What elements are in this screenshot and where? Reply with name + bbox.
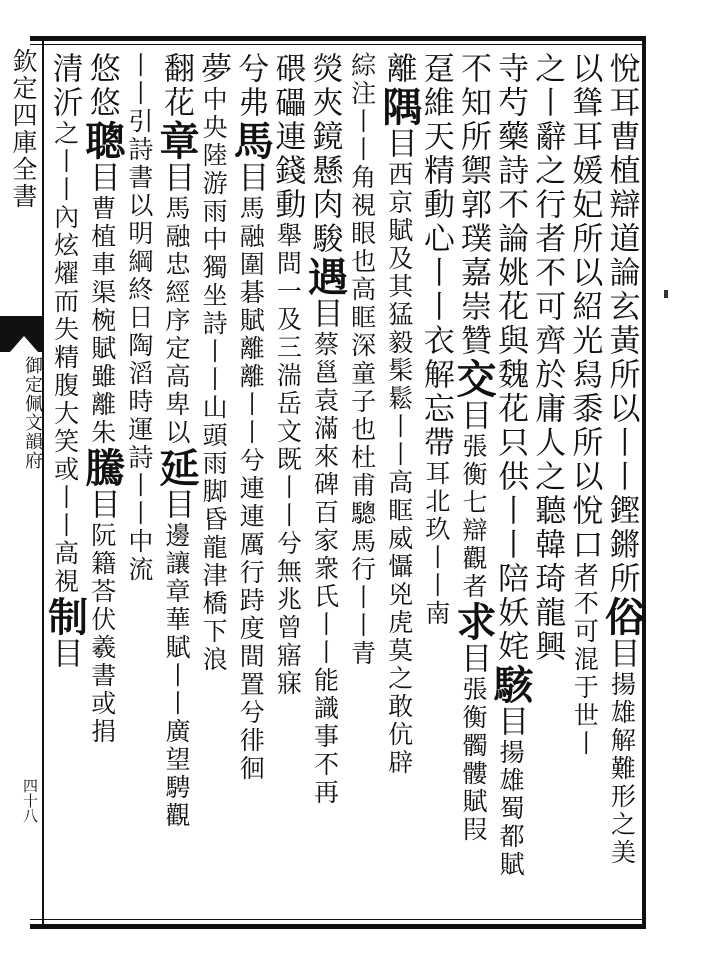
book-title: 御定佩文韻府 bbox=[22, 356, 43, 470]
text-run: 丨丨引詩書以明綱 bbox=[124, 52, 154, 276]
text-run: 寺芍藥詩不論姚花與魏花只供丨丨陪妖姹 bbox=[492, 52, 529, 664]
text-run: 翻花 bbox=[157, 52, 194, 120]
headword: 馬 bbox=[227, 120, 275, 161]
text-run: 目 bbox=[454, 642, 491, 676]
text-run: 之丨丨內炫燿而失精 bbox=[50, 120, 80, 372]
collection-title: 欽定四庫全書 bbox=[9, 48, 38, 210]
text-run: 揚雄蜀都賦 bbox=[496, 739, 526, 879]
headword: 交 bbox=[449, 358, 497, 399]
text-run: 目 bbox=[232, 161, 269, 195]
text-run: 綜注丨丨角視眼也高眶深童子也杜甫驄馬行丨丨青 bbox=[347, 52, 377, 668]
text-run: 目 bbox=[306, 297, 343, 331]
text-run: 目 bbox=[46, 637, 83, 671]
text-run: 目 bbox=[83, 161, 120, 195]
text-run: 揚雄解難形之美 bbox=[607, 671, 637, 867]
text-run: 西京賦及其猛毅髤鬆丨丨高眶威懾兇虎莫之敢伉辟 bbox=[384, 161, 414, 777]
text-run: 張衡七辯觀者 bbox=[458, 433, 488, 601]
text-run: 張衡髑髏賦叚 bbox=[458, 676, 488, 844]
text-run: 舉問一及三湍岳文既丨丨兮無兆曾寤寐 bbox=[273, 222, 303, 698]
headword: 聰 bbox=[78, 120, 126, 161]
text-run: 悅耳曹植辯道論玄黃所以丨丨鏗鏘所 bbox=[603, 52, 640, 596]
bottom-border-thin-rule bbox=[30, 919, 646, 920]
text-run: 阮籍荅伏羲書或捐 bbox=[87, 522, 117, 746]
text-run: 耳北玖丨丨南 bbox=[421, 460, 451, 628]
text-run: 清沂 bbox=[46, 52, 83, 120]
block-margin bbox=[0, 40, 44, 926]
text-run: 夢 bbox=[195, 52, 232, 86]
text-column bbox=[43, 52, 87, 918]
text-run: 目 bbox=[83, 488, 120, 522]
headword: 駭 bbox=[487, 664, 535, 705]
headword: 騰 bbox=[78, 447, 126, 488]
text-run: 馬融忠經序定高卑以 bbox=[161, 195, 191, 447]
text-run: 中央陸游雨中獨坐詩丨丨山頭雨脚昏龍津橋下浪 bbox=[199, 86, 229, 674]
stray-ink-mark bbox=[664, 290, 668, 298]
text-run: 曹植車渠椀賦雖離朱 bbox=[87, 195, 117, 447]
headword: 求 bbox=[449, 601, 497, 642]
text-run: 腹大笑或丨丨高視 bbox=[50, 372, 80, 596]
text-run: 以聳耳媛妃所以紹光舄黍所以悅口 bbox=[566, 52, 603, 562]
text-run: 目 bbox=[157, 488, 194, 522]
headword: 延 bbox=[152, 447, 200, 488]
text-run: 終日陶滔時運詩丨丨中流 bbox=[124, 276, 154, 584]
text-run: 目 bbox=[492, 705, 529, 739]
text-run: 目 bbox=[380, 127, 417, 161]
headword: 隅 bbox=[375, 86, 423, 127]
bottom-border-rule bbox=[30, 924, 646, 929]
text-run: 離 bbox=[380, 52, 417, 86]
text-run: 兮弗 bbox=[232, 52, 269, 120]
headword: 章 bbox=[152, 120, 200, 161]
text-run: 馬融圍碁賦離離丨丨兮連連厲行跱度間置兮徘徊 bbox=[236, 195, 266, 783]
text-run: 邊讓章華賦丨丨廣望騁觀 bbox=[161, 522, 191, 830]
text-run: 目 bbox=[603, 637, 640, 671]
headword: 遇 bbox=[301, 256, 349, 297]
text-run: 之丨辭之行者不可齊於庸人之聽韓琦龍興 bbox=[529, 52, 566, 664]
folio-number: 四十八 bbox=[21, 778, 39, 823]
text-run: 不知所禦郭璞嘉崇贊 bbox=[454, 52, 491, 358]
text-run: 目 bbox=[454, 399, 491, 433]
top-border-rule bbox=[30, 36, 646, 41]
text-run: 目 bbox=[157, 161, 194, 195]
text-run: 熒夾鏡懸肉駿 bbox=[306, 52, 343, 256]
fishtail-notch bbox=[10, 336, 38, 352]
text-run: 悠悠 bbox=[83, 52, 120, 120]
text-run: 蔡邕袁滿來碑百家衆氏丨丨能識事不再 bbox=[310, 331, 340, 807]
text-run: 碨礧連錢動 bbox=[269, 52, 306, 222]
top-border-thin-rule bbox=[30, 44, 646, 45]
text-run: 趸維天精動心丨丨衣解忘帶 bbox=[417, 52, 454, 460]
headword: 制 bbox=[41, 596, 89, 637]
text-run: 者不可混于世丨 bbox=[570, 562, 600, 758]
headword: 俗 bbox=[598, 596, 646, 637]
